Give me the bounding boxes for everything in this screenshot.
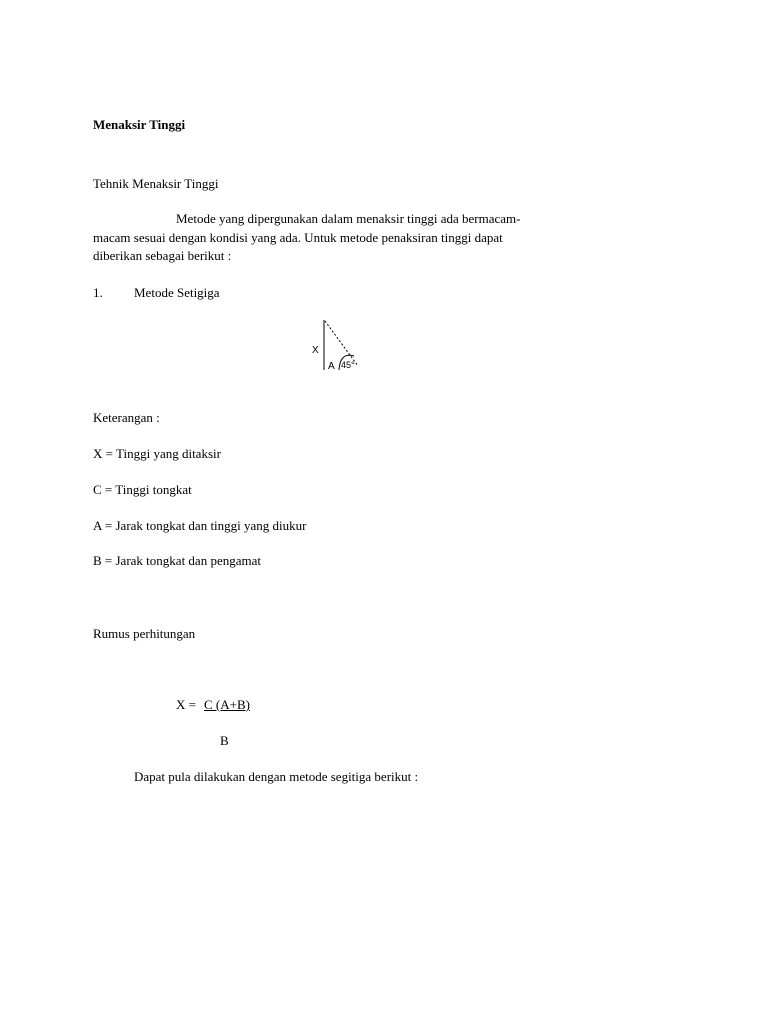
subheading: Tehnik Menaksir Tinggi [93,176,219,191]
keterangan-c: C = Tinggi tongkat [93,482,192,497]
rumus-title: Rumus perhitungan [93,626,196,641]
formula-lhs: X = [176,697,196,712]
list-number-1: 1. [93,285,103,300]
paragraph-line-3: diberikan sebagai berikut : [93,248,232,263]
formula-denominator: B [220,733,229,748]
keterangan-x: X = Tinggi yang ditaksir [93,446,221,461]
keterangan-b: B = Jarak tongkat dan pengamat [93,553,261,568]
diagram-label-a: A [328,361,335,372]
keterangan-a: A = Jarak tongkat dan tinggi yang diukur [93,518,307,533]
document-heading: Menaksir Tinggi [93,117,186,132]
closing-line: Dapat pula dilakukan dengan metode segitiga berikut : [134,769,419,784]
formula-numerator: C (A+B) [204,697,250,712]
diagram-label-angle: 45° [341,360,355,370]
keterangan-title: Keterangan : [93,410,160,425]
list-label-metode-setigiga: Metode Setigiga [134,285,220,300]
paragraph-line-2: macam sesuai dengan kondisi yang ada. Untuk metode penaksiran tinggi dapat [93,230,503,245]
triangle-diagram [308,316,372,376]
diagram-label-x: X [312,345,319,356]
paragraph-line-1: Metode yang dipergunakan dalam menaksir tinggi ada bermacam- [176,211,521,226]
